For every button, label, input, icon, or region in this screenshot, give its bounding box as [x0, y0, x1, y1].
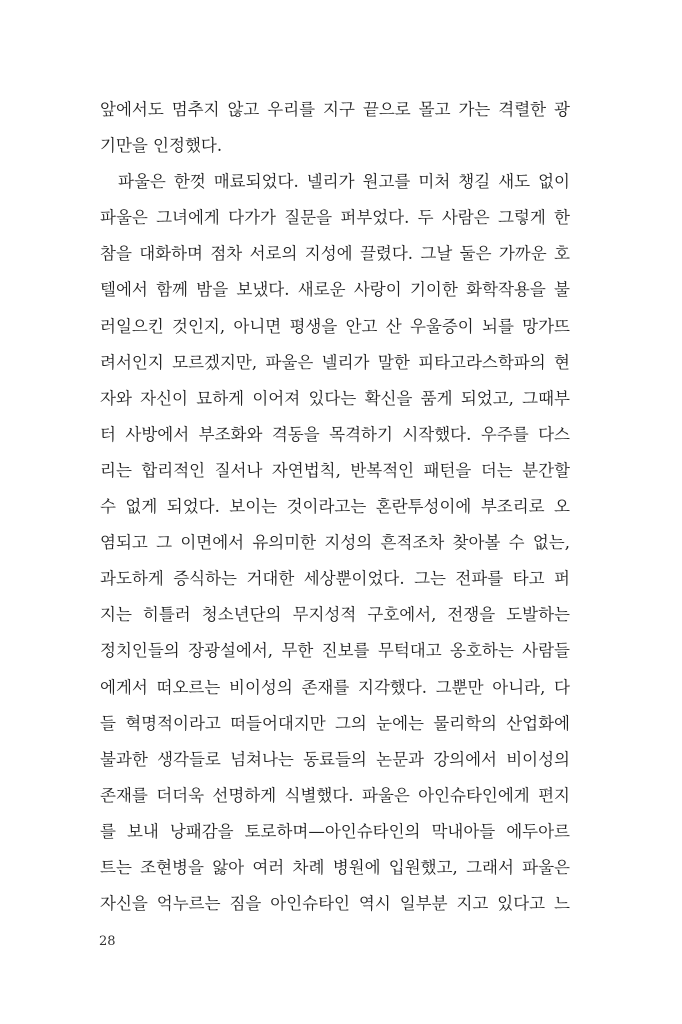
text-line: 를 보내 낭패감을 토로하며—아인슈타인의 막내아들 에두아르	[100, 821, 570, 841]
text-line: 들 혁명적이라고 떠들어대지만 그의 눈에는 물리학의 산업화에	[100, 713, 570, 733]
paragraph-start-line: 파울은 한껏 매료되었다. 넬리가 원고를 미처 챙길 새도 없이	[118, 172, 570, 192]
text-line: 파울은 그녀에게 다가가 질문을 퍼부었다. 두 사람은 그렇게 한	[100, 208, 570, 228]
text-line: 수 없게 되었다. 보이는 것이라고는 혼란투성이에 부조리로 오	[100, 497, 570, 517]
text-line: 자신을 억누르는 짐을 아인슈타인 역시 일부분 지고 있다고 느	[100, 894, 570, 914]
text-line: 불과한 생각들로 넘쳐나는 동료들의 논문과 강의에서 비이성의	[100, 749, 570, 769]
text-line: 자와 자신이 묘하게 이어져 있다는 확신을 품게 되었고, 그때부	[100, 388, 570, 408]
text-line: 기만을 인정했다.	[100, 136, 223, 156]
text-line: 리는 합리적인 질서나 자연법칙, 반복적인 패턴을 더는 분간할	[100, 460, 570, 480]
text-line: 에게서 떠오르는 비이성의 존재를 지각했다. 그뿐만 아니라, 다	[100, 677, 570, 697]
text-line: 과도하게 증식하는 거대한 세상뿐이었다. 그는 전파를 타고 퍼	[100, 569, 570, 589]
text-line: 터 사방에서 부조화와 격동을 목격하기 시작했다. 우주를 다스	[100, 424, 570, 444]
text-line: 텔에서 함께 밤을 보냈다. 새로운 사랑이 기이한 화학작용을 불	[100, 280, 570, 300]
text-line: 트는 조현병을 앓아 여러 차례 병원에 입원했고, 그래서 파울은	[100, 857, 570, 877]
text-line: 염되고 그 이면에서 유의미한 지성의 흔적조차 찾아볼 수 없는,	[100, 533, 570, 553]
text-line: 지는 히틀러 청소년단의 무지성적 구호에서, 전쟁을 도발하는	[100, 605, 570, 625]
text-line: 정치인들의 장광설에서, 무한 진보를 무턱대고 옹호하는 사람들	[100, 641, 570, 661]
body-text	[100, 92, 570, 922]
page-number: 28	[99, 934, 116, 949]
text-line: 려서인지 모르겠지만, 파울은 넬리가 말한 피타고라스학파의 현	[100, 352, 570, 372]
text-line: 앞에서도 멈추지 않고 우리를 지구 끝으로 몰고 가는 격렬한 광	[100, 100, 570, 119]
text-line: 참을 대화하며 점차 서로의 지성에 끌렸다. 그날 둘은 가까운 호	[100, 244, 570, 264]
text-line: 존재를 더더욱 선명하게 식별했다. 파울은 아인슈타인에게 편지	[100, 785, 570, 805]
text-line: 러일으킨 것인지, 아니면 평생을 안고 산 우울증이 뇌를 망가뜨	[100, 316, 570, 336]
